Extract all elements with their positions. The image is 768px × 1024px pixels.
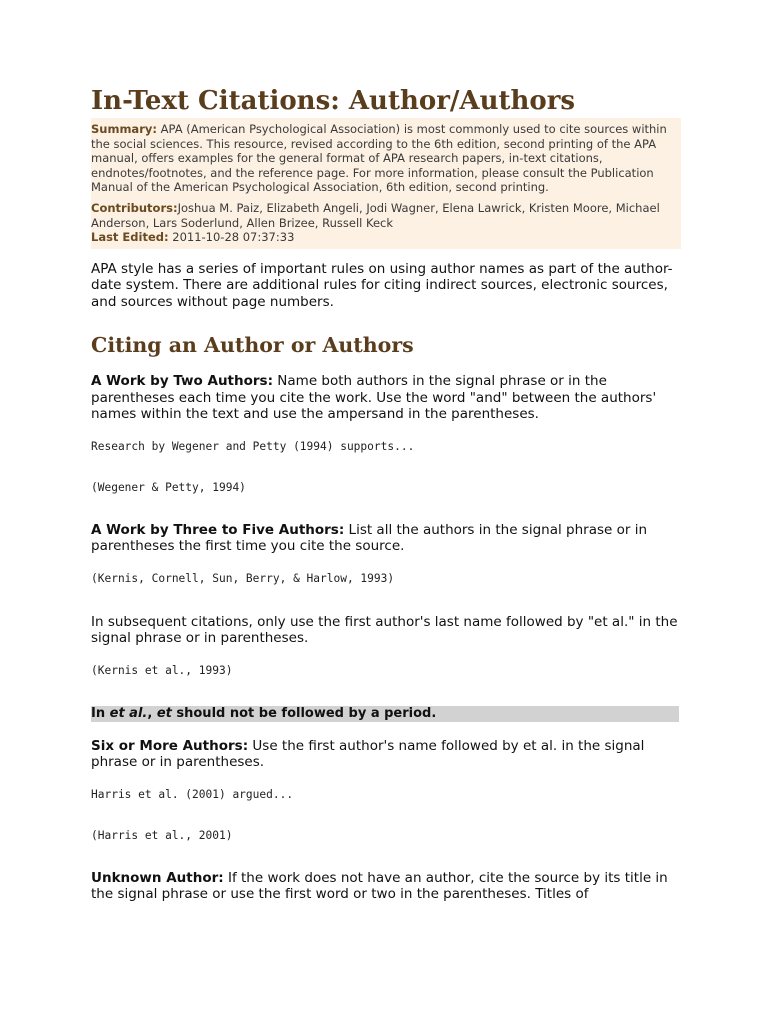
summary-paragraph — [91, 122, 679, 195]
three-five-authors-example-1: (Kernis, Cornell, Sun, Berry, & Harlow, 1993) — [91, 571, 395, 585]
three-five-authors-label: A Work by Three to Five Authors: — [91, 521, 345, 538]
page-title: In-Text Citations: Author/Authors — [91, 86, 576, 116]
section-heading: Citing an Author or Authors — [91, 333, 414, 358]
six-authors-example-2: (Harris et al., 2001) — [91, 828, 233, 842]
last-edited-paragraph — [91, 230, 679, 245]
contributors-label: Contributors: — [91, 200, 178, 215]
contributors-paragraph — [91, 201, 679, 230]
et-al-note — [91, 706, 679, 722]
summary-text: APA (American Psychological Association) is most commonly used to cite sources within the social sciences. This resource, revised according to the 6th edition, second printing of the APA manual, offers examples for the general format of APA research papers, in-text citations, endnotes/footnotes, and the reference page. For more information, please consult the Publication Manual of the American Psychological Association, 6th edition, second printing. — [91, 122, 667, 195]
six-authors-paragraph — [91, 738, 681, 771]
summary-label: Summary: — [91, 122, 157, 136]
intro-paragraph: APA style has a series of important rules on using author names as part of the author-date system. There are additional rules for citing indirect sources, electronic sources, and sources without page numbers. — [91, 260, 673, 310]
two-authors-paragraph — [91, 373, 681, 423]
article-body — [91, 84, 681, 903]
two-authors-label: A Work by Two Authors: — [91, 373, 273, 390]
last-edited-value: 2011-10-28 07:37:33 — [168, 230, 295, 245]
note-text-end: should not be followed by a period. — [171, 705, 437, 721]
contributors-text: Joshua M. Paiz, Elizabeth Angeli, Jodi Wagner, Elena Lawrick, Kristen Moore, Michael Anderson, Lars Soderlund, Allen Brizee, Russell Keck — [91, 200, 660, 230]
note-text-start: In — [91, 705, 110, 721]
six-authors-example-1: Harris et al. (2001) argued... — [91, 787, 294, 801]
two-authors-example-1: Research by Wegener and Petty (1994) supports... — [91, 439, 415, 453]
unknown-author-paragraph — [91, 870, 681, 903]
last-edited-label: Last Edited: — [91, 230, 169, 245]
unknown-author-text: If the work does not have an author, cite the source by its title in the signal phrase or use the first word or two in the parentheses. Titles of — [91, 869, 668, 903]
note-et: et — [156, 705, 172, 721]
summary-box — [91, 118, 681, 249]
three-five-authors-example-2: (Kernis et al., 1993) — [91, 663, 233, 677]
six-authors-text: Use the first author's name followed by et al. in the signal phrase or in parentheses. — [91, 737, 645, 771]
three-five-authors-paragraph — [91, 522, 681, 555]
note-et-al: et al. — [109, 705, 148, 721]
note-comma: , — [147, 705, 157, 721]
six-authors-label: Six or More Authors: — [91, 737, 249, 754]
unknown-author-label: Unknown Author: — [91, 869, 224, 886]
two-authors-text: Name both authors in the signal phrase or in the parentheses each time you cite the work. Use the word "and" between the authors' names within the text and use the ampersand in the parentheses. — [91, 373, 657, 423]
three-five-authors-text: List all the authors in the signal phrase or in parentheses the first time you cite the source. — [91, 521, 648, 555]
subsequent-citations-paragraph: In subsequent citations, only use the first author's last name followed by "et al." in the signal phrase or in parentheses. — [91, 613, 678, 647]
two-authors-example-2: (Wegener & Petty, 1994) — [91, 480, 246, 494]
